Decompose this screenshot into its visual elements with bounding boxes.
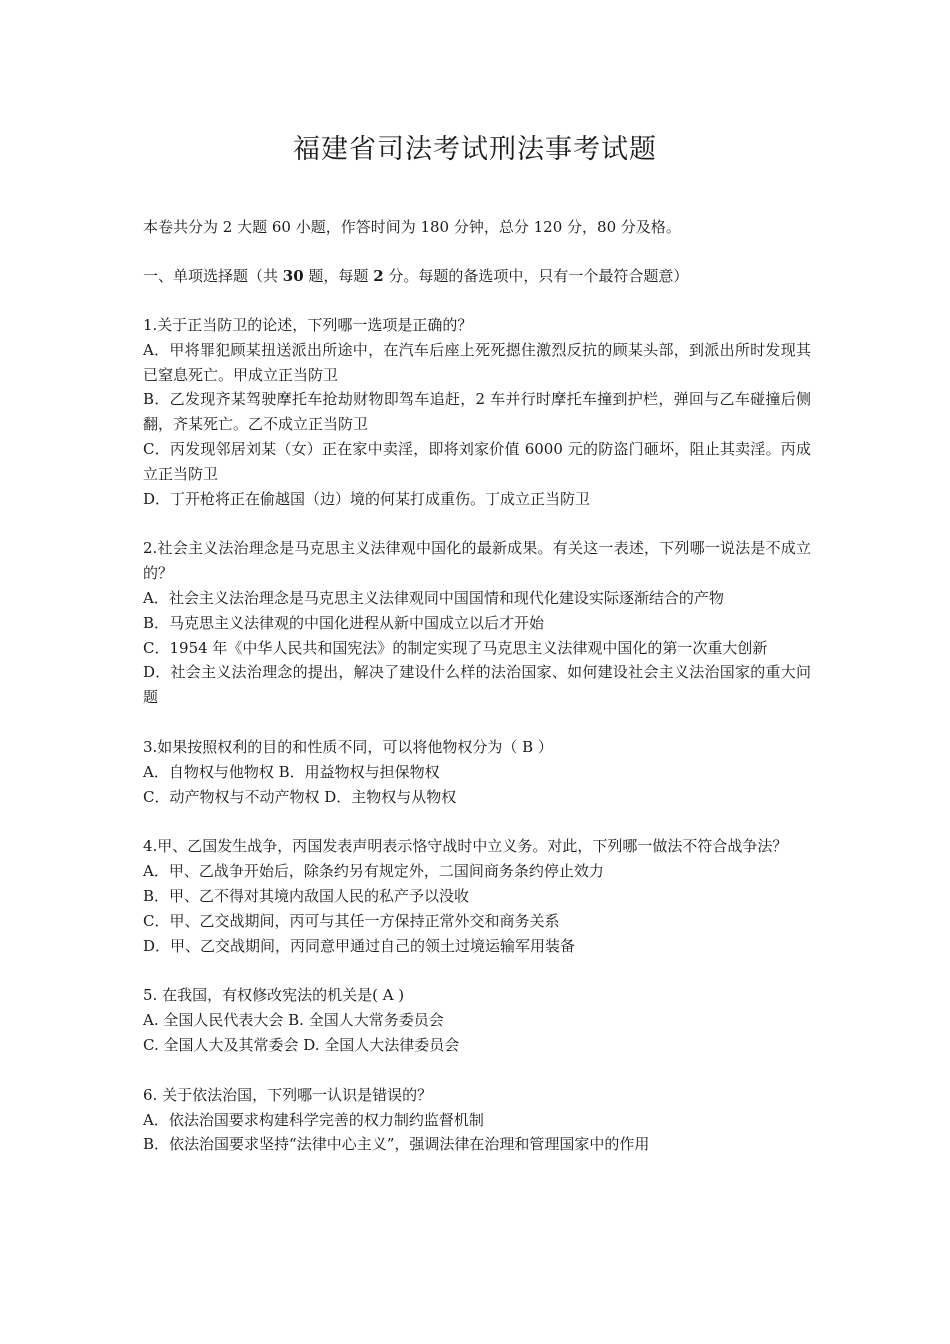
exam-intro: 本卷共分为 2 大题 60 小题，作答时间为 180 分钟，总分 120 分，80 分及格。 xyxy=(143,218,681,236)
option-b: B．甲、乙不得对其境内敌国人民的私产予以没收 xyxy=(143,886,470,905)
option-row: A. 全国人民代表大会 B. 全国人大常务委员会 xyxy=(143,1011,444,1030)
section-score: 2 xyxy=(373,267,384,285)
question-4 xyxy=(143,834,811,958)
section-prefix: 一、单项选择题（共 xyxy=(143,267,283,285)
section-count: 30 xyxy=(282,267,304,285)
option-b: B．马克思主义法律观的中国化进程从新中国成立以后才开始 xyxy=(143,613,545,632)
question-6 xyxy=(143,1083,811,1157)
question-list xyxy=(143,313,811,1182)
option-b: B．乙发现齐某驾驶摩托车抢劫财物即驾车追赶，2 车并行时摩托车撞到护栏，弹回与乙车碰撞后侧翻，齐某死亡。乙不成立正当防卫 xyxy=(143,390,811,434)
option-d: D．丁开枪将正在偷越国（边）境的何某打成重伤。丁成立正当防卫 xyxy=(143,489,591,508)
question-stem: 5. 在我国，有权修改宪法的机关是( A ) xyxy=(143,986,405,1005)
option-a: A．依法治国要求构建科学完善的权力制约监督机制 xyxy=(143,1110,484,1129)
option-c: C．甲、乙交战期间，丙可与其任一方保持正常外交和商务关系 xyxy=(143,911,560,930)
question-stem: 3.如果按照权利的目的和性质不同，可以将他物权分为（ B ） xyxy=(143,737,553,756)
option-d: D．社会主义法治理念的提出，解决了建设什么样的法治国家、如何建设社会主义法治国家的重大问题 xyxy=(143,663,811,707)
question-3 xyxy=(143,735,811,809)
question-2 xyxy=(143,536,811,710)
question-stem: 1.关于正当防卫的论述，下列哪一选项是正确的？ xyxy=(143,316,473,334)
option-row: C. 全国人大及其常委会 D. 全国人大法律委员会 xyxy=(143,1035,460,1054)
option-d: D．甲、乙交战期间，丙同意甲通过自己的领土过境运输军用装备 xyxy=(143,936,576,955)
question-stem: 2.社会主义法治理念是马克思主义法律观中国化的最新成果。有关这一表述，下列哪一说法是不成立的？ xyxy=(143,539,811,583)
option-a: A．社会主义法治理念是马克思主义法律观同中国国情和现代化建设实际逐渐结合的产物 xyxy=(143,588,724,607)
option-a: A．甲将罪犯顾某扭送派出所途中，在汽车后座上死死摁住激烈反抗的顾某头部，到派出所时发现其已窒息死亡。甲成立正当防卫 xyxy=(143,340,811,384)
option-row: A．自物权与他物权 B．用益物权与担保物权 xyxy=(143,762,440,781)
section-heading xyxy=(143,263,688,289)
section-mid: 题，每题 xyxy=(303,267,374,285)
document-title: 福建省司法考试刑法事考试题 xyxy=(293,134,657,165)
option-c: C．丙发现邻居刘某（女）正在家中卖淫，即将刘家价值 6000 元的防盗门砸坏，阻止其卖淫。丙成立正当防卫 xyxy=(143,439,811,483)
option-row: C．动产物权与不动产物权 D．主物权与从物权 xyxy=(143,787,457,806)
question-stem: 4.甲、乙国发生战争，丙国发表声明表示恪守战时中立义务。对此，下列哪一做法不符合战争法？ xyxy=(143,837,788,856)
option-a: A．甲、乙战争开始后，除条约另有规定外，二国间商务条约停止效力 xyxy=(143,862,604,881)
question-1 xyxy=(143,313,811,511)
option-c: C．1954 年《中华人民共和国宪法》的制定实现了马克思主义法律观中国化的第一次重大创新 xyxy=(143,638,768,657)
section-suffix: 分。每题的备选项中，只有一个最符合题意） xyxy=(383,267,689,285)
question-stem: 6. 关于依法治国，下列哪一认识是错误的？ xyxy=(143,1085,433,1104)
option-b: B．依法治国要求坚持“法律中心主义”，强调法律在治理和管理国家中的作用 xyxy=(143,1135,650,1154)
question-5 xyxy=(143,983,811,1057)
